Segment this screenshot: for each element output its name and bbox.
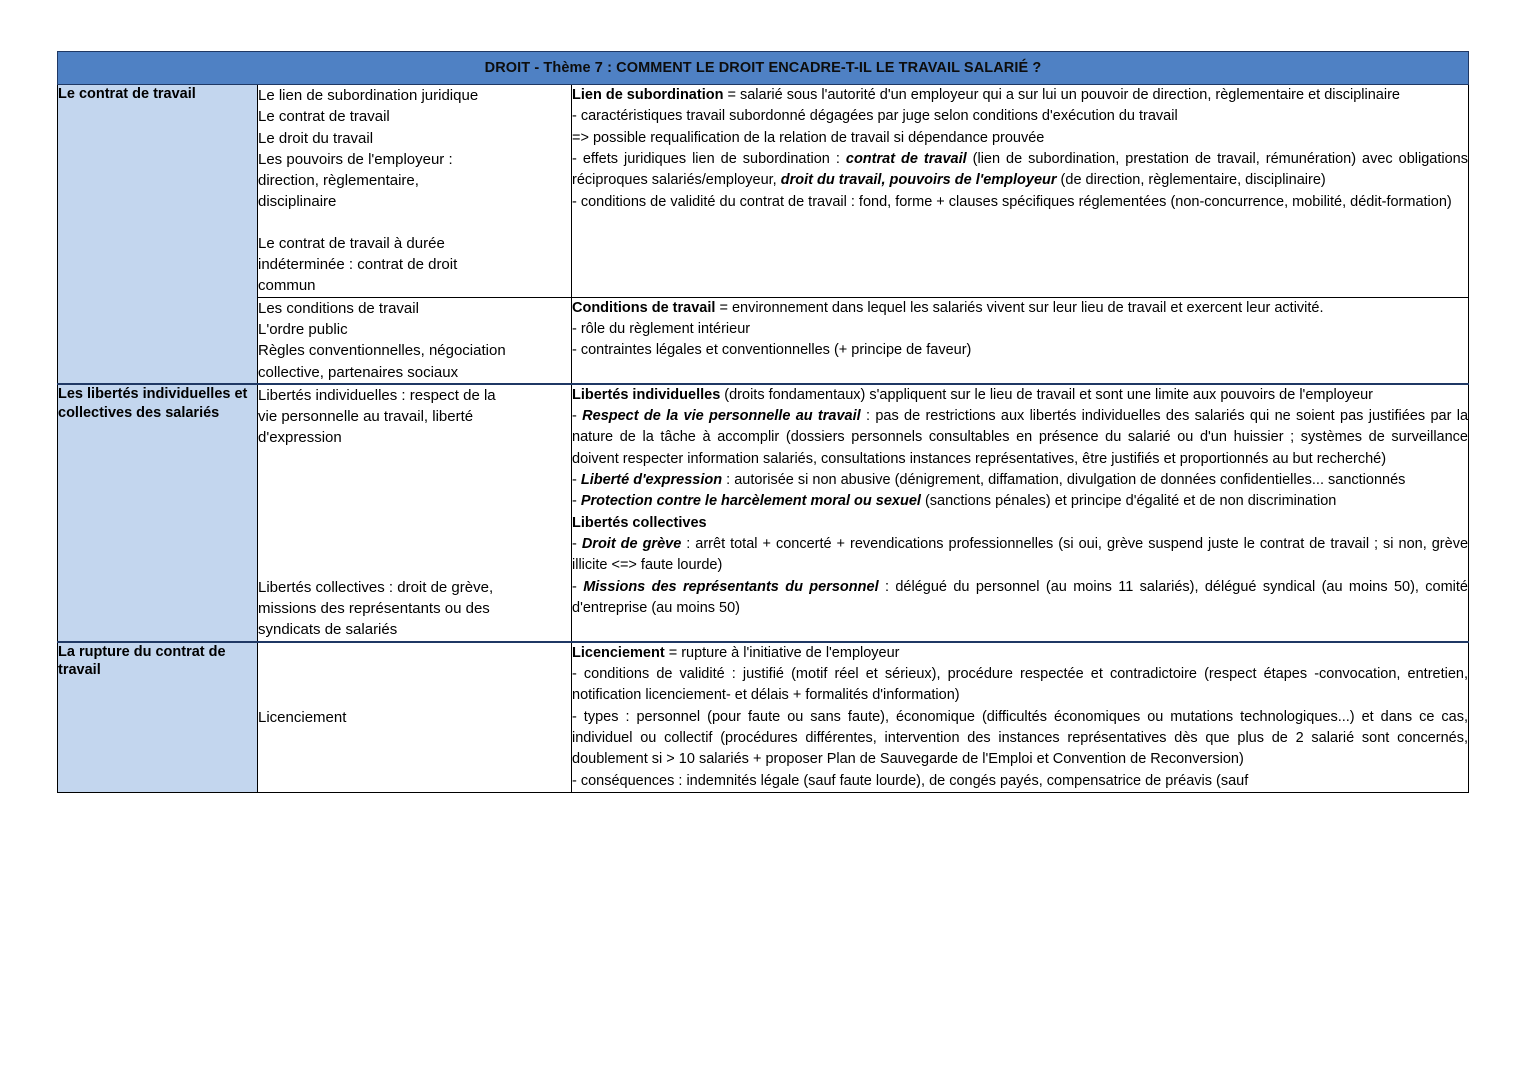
table-row [58,85,1469,298]
notion-block [258,298,571,383]
table-title-row [58,52,1469,85]
notion-line: commun [258,277,316,295]
content-cell-conditions-de-travail [572,297,1469,384]
notion-block [258,577,571,641]
theme-label: La rupture du contrat de travail [58,643,226,679]
notion-line: Les pouvoirs de l'employeur : [258,150,453,168]
notion-line: Libertés individuelles : respect de la [258,386,496,404]
notion-block [258,707,571,728]
notion-list [258,385,571,641]
page-title: DROIT - Thème 7 : COMMENT LE DROIT ENCADRE-T-IL LE TRAVAIL SALARIÉ ? [484,60,1042,76]
table-row [58,297,1469,384]
notion-line: d'expression [258,429,342,447]
content-body: Licenciement = rupture à l'initiative de l'employeur - conditions de validité : justifié (motif réel et sérieux), procédure respectée et contradictoire (respect étapes -convocation, entretien, notification licenciement- et délais + formalités d'information) - types : personnel (pour faute ou sans faute), économique (difficultés économiques ou mutations technologiques...) et dans ce cas, individuel ou collectif (procédures différentes, intervention des instances représentatives dès que plus de 2 salarié sont concernés, doublement si > 10 salariés + proposer Plan de Sauvegarde de l'Emploi et Convention de Reconversion) - conséquences : indemnités légale (sauf faute lourde), de congés payés, compensatrice de préavis (sauf [572,644,1468,789]
notion-list [258,707,571,728]
table-row [58,384,1469,642]
notion-line: direction, règlementaire, [258,172,419,190]
theme-cell-rupture [58,642,258,793]
notion-line: missions des représentants ou des [258,600,490,618]
content-body: Conditions de travail = environnement dans lequel les salariés vivent sur leur lieu de travail et exercent leur activité. - rôle du règlement intérieur - contraintes légales et conventionnelles (+ principe de faveur) [572,299,1324,359]
content-body: Libertés individuelles (droits fondamentaux) s'appliquent sur le lieu de travail et sont une limite aux pouvoirs de l'employeur - Respect de la vie personnelle au travail : pas de restrictions aux libertés individuelles des salariés qui ne soient pas justifiées par la nature de la tâche à accomplir (dossiers personnels consultables en présence du salarié ou d'un huissier ; systèmes de surveillance doivent respecter information salariés, consultations instances représentatives, être justifiés et proportionnés au but recherché) - Liberté d'expression : autorisée si non abusive (dénigrement, diffamation, divulgation de données confidentielles... sanctionnés - Protection contre le harcèlement moral ou sexuel (sanctions pénales) et principe d'égalité et de non discrimination Libertés collectives - Droit de grève : arrêt total + concerté + revendications professionnelles (si oui, grève suspend juste le contrat de travail ; si non, grève illicite <=> faute lourde) - Missions des représentants du personnel : délégué du personnel (au moins 11 salariés), délégué syndical (au moins 50), comité d'entreprise (au moins 50) [572,386,1469,616]
notions-cell-conditions-de-travail [258,297,572,384]
notion-line: Le droit du travail [258,129,374,147]
notion-line: Règles conventionnelles, négociation [258,342,506,360]
notions-cell-rupture [258,642,572,793]
notion-line: vie personnelle au travail, liberté [258,408,474,426]
notion-line: Les conditions de travail [258,299,419,317]
content-cell-lien-de-subordination [572,85,1469,298]
theme-cell-contrat-de-travail [58,85,258,384]
content-body: Lien de subordination = salarié sous l'autorité d'un employeur qui a sur lui un pouvoir de direction, règlementaire et disciplinaire - caractéristiques travail subordonné dégagées par juge selon conditions d'exécution du travail => possible requalification de la relation de travail si dépendance prouvée - effets juridiques lien de subordination : contrat de travail (lien de subordination, prestation de travail, rémunération) avec obligations réciproques salariés/employeur, droit du travail, pouvoirs de l'employeur (de direction, règlementaire, disciplinaire) - conditions de validité du contrat de travail : fond, forme + clauses spécifiques réglementées (non-concurrence, mobilité, dédit-formation) [572,87,1468,210]
notion-block [258,233,571,297]
notion-line: Licenciement [258,708,347,726]
notion-line: indéterminée : contrat de droit [258,256,458,274]
table-row [58,642,1469,793]
notion-line: Libertés collectives : droit de grève, [258,578,494,596]
theme-label: Les libertés individuelles et collectives des salariés [58,385,248,421]
notion-list [258,85,571,297]
content-cell-libertes [572,384,1469,642]
notion-block [258,385,571,449]
notions-cell-contrat-de-travail [258,85,572,298]
notion-line: collective, partenaires sociaux [258,363,459,381]
notion-list [258,298,571,383]
notion-line: syndicats de salariés [258,621,398,639]
theme-label: Le contrat de travail [58,86,196,102]
notion-line: Le lien de subordination juridique [258,87,479,104]
notion-line: L'ordre public [258,320,348,338]
content-cell-licenciement [572,642,1469,793]
theme-summary-table [57,51,1469,793]
notion-line: Le contrat de travail [258,108,390,126]
notion-line: disciplinaire [258,193,337,211]
notion-block [258,85,571,213]
theme-cell-libertes [58,384,258,642]
notions-cell-libertes [258,384,572,642]
notion-line: Le contrat de travail à durée [258,234,445,252]
document-title-cell [58,52,1469,85]
